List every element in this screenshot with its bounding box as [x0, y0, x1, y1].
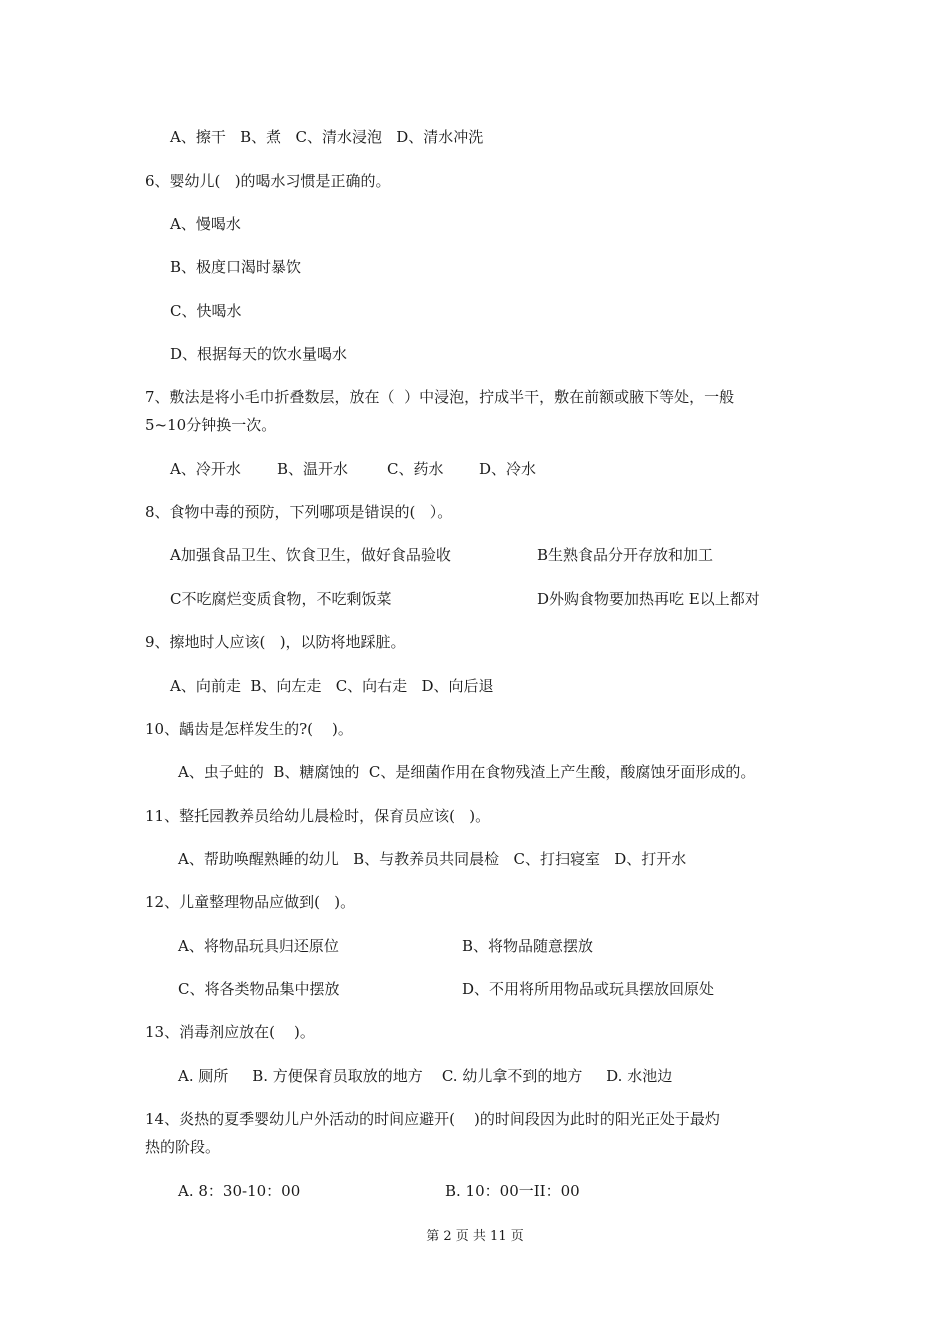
q12-option-d: D、不用将所用物品或玩具摆放回原处	[462, 980, 715, 998]
q12-option-c: C、将各类物品集中摆放	[178, 980, 340, 998]
q8-option-c: C不吃腐烂变质食物，不吃剩饭菜	[170, 590, 392, 608]
q14-option-a: A. 8：30-10：00	[178, 1182, 301, 1200]
page-footer: 第 2 页 共 11 页	[426, 1229, 524, 1244]
q11-stem: 11、整托园教养员给幼儿晨检时，保育员应该( )。	[145, 807, 491, 825]
q9-options: A、向前走 B、向左走 C、向右走 D、向后退	[170, 677, 494, 695]
q10-stem: 10、龋齿是怎样发生的?( )。	[145, 720, 353, 738]
q6-option-d: D、根据每天的饮水量喝水	[170, 345, 348, 363]
q8-option-d: D外购食物要加热再吃 E以上都对	[537, 590, 760, 608]
q8-option-b: B生熟食品分开存放和加工	[537, 546, 714, 564]
q12-option-a: A、将物品玩具归还原位	[178, 937, 339, 955]
q9-stem: 9、擦地时人应该( )，以防将地踩脏。	[145, 633, 406, 651]
q14-stem: 14、炎热的夏季婴幼儿户外活动的时间应避开( )的时间段因为此时的阳光正处于最灼	[145, 1110, 720, 1128]
q6-option-c: C、快喝水	[170, 302, 242, 320]
q12-stem: 12、儿童整理物品应做到( )。	[145, 893, 356, 911]
q12-option-b: B、将物品随意摆放	[462, 937, 594, 955]
q13-options: A. 厕所 B. 方便保育员取放的地方 C. 幼儿拿不到的地方 D. 水池边	[178, 1067, 673, 1085]
q6-option-b: B、极度口渴时暴饮	[170, 258, 302, 276]
q14-stem-cont: 热的阶段。	[145, 1138, 221, 1156]
q5-options: A、擦干 B、煮 C、清水浸泡 D、清水冲洗	[170, 128, 484, 146]
q11-options: A、帮助唤醒熟睡的幼儿 B、与教养员共同晨检 C、打扫寝室 D、打开水	[178, 850, 687, 868]
q13-stem: 13、消毒剂应放在( )。	[145, 1023, 315, 1041]
q8-stem: 8、食物中毒的预防，下列哪项是错误的( ）。	[145, 503, 453, 521]
q7-option-d: D、冷水	[479, 460, 537, 478]
q10-options: A、虫子蛀的 B、糖腐蚀的 C、是细菌作用在食物残渣上产生酸，酸腐蚀牙面形成的。	[178, 763, 756, 781]
q6-option-a: A、慢喝水	[170, 215, 241, 233]
q6-stem: 6、婴幼儿( )的喝水习惯是正确的。	[145, 172, 391, 190]
q7-stem-cont: 5~10分钟换一次。	[145, 416, 277, 434]
q14-option-b: B. 10：00一II：00	[445, 1182, 580, 1200]
q7-option-a: A、冷开水	[170, 460, 241, 478]
q8-option-a: A加强食品卫生、饮食卫生，做好食品验收	[170, 546, 451, 564]
q7-option-c: C、药水	[387, 460, 444, 478]
q7-option-b: B、温开水	[277, 460, 349, 478]
q7-stem: 7、敷法是将小毛巾折叠数层，放在（ ）中浸泡，拧成半干，敷在前额或腋下等处，一般	[145, 388, 735, 406]
